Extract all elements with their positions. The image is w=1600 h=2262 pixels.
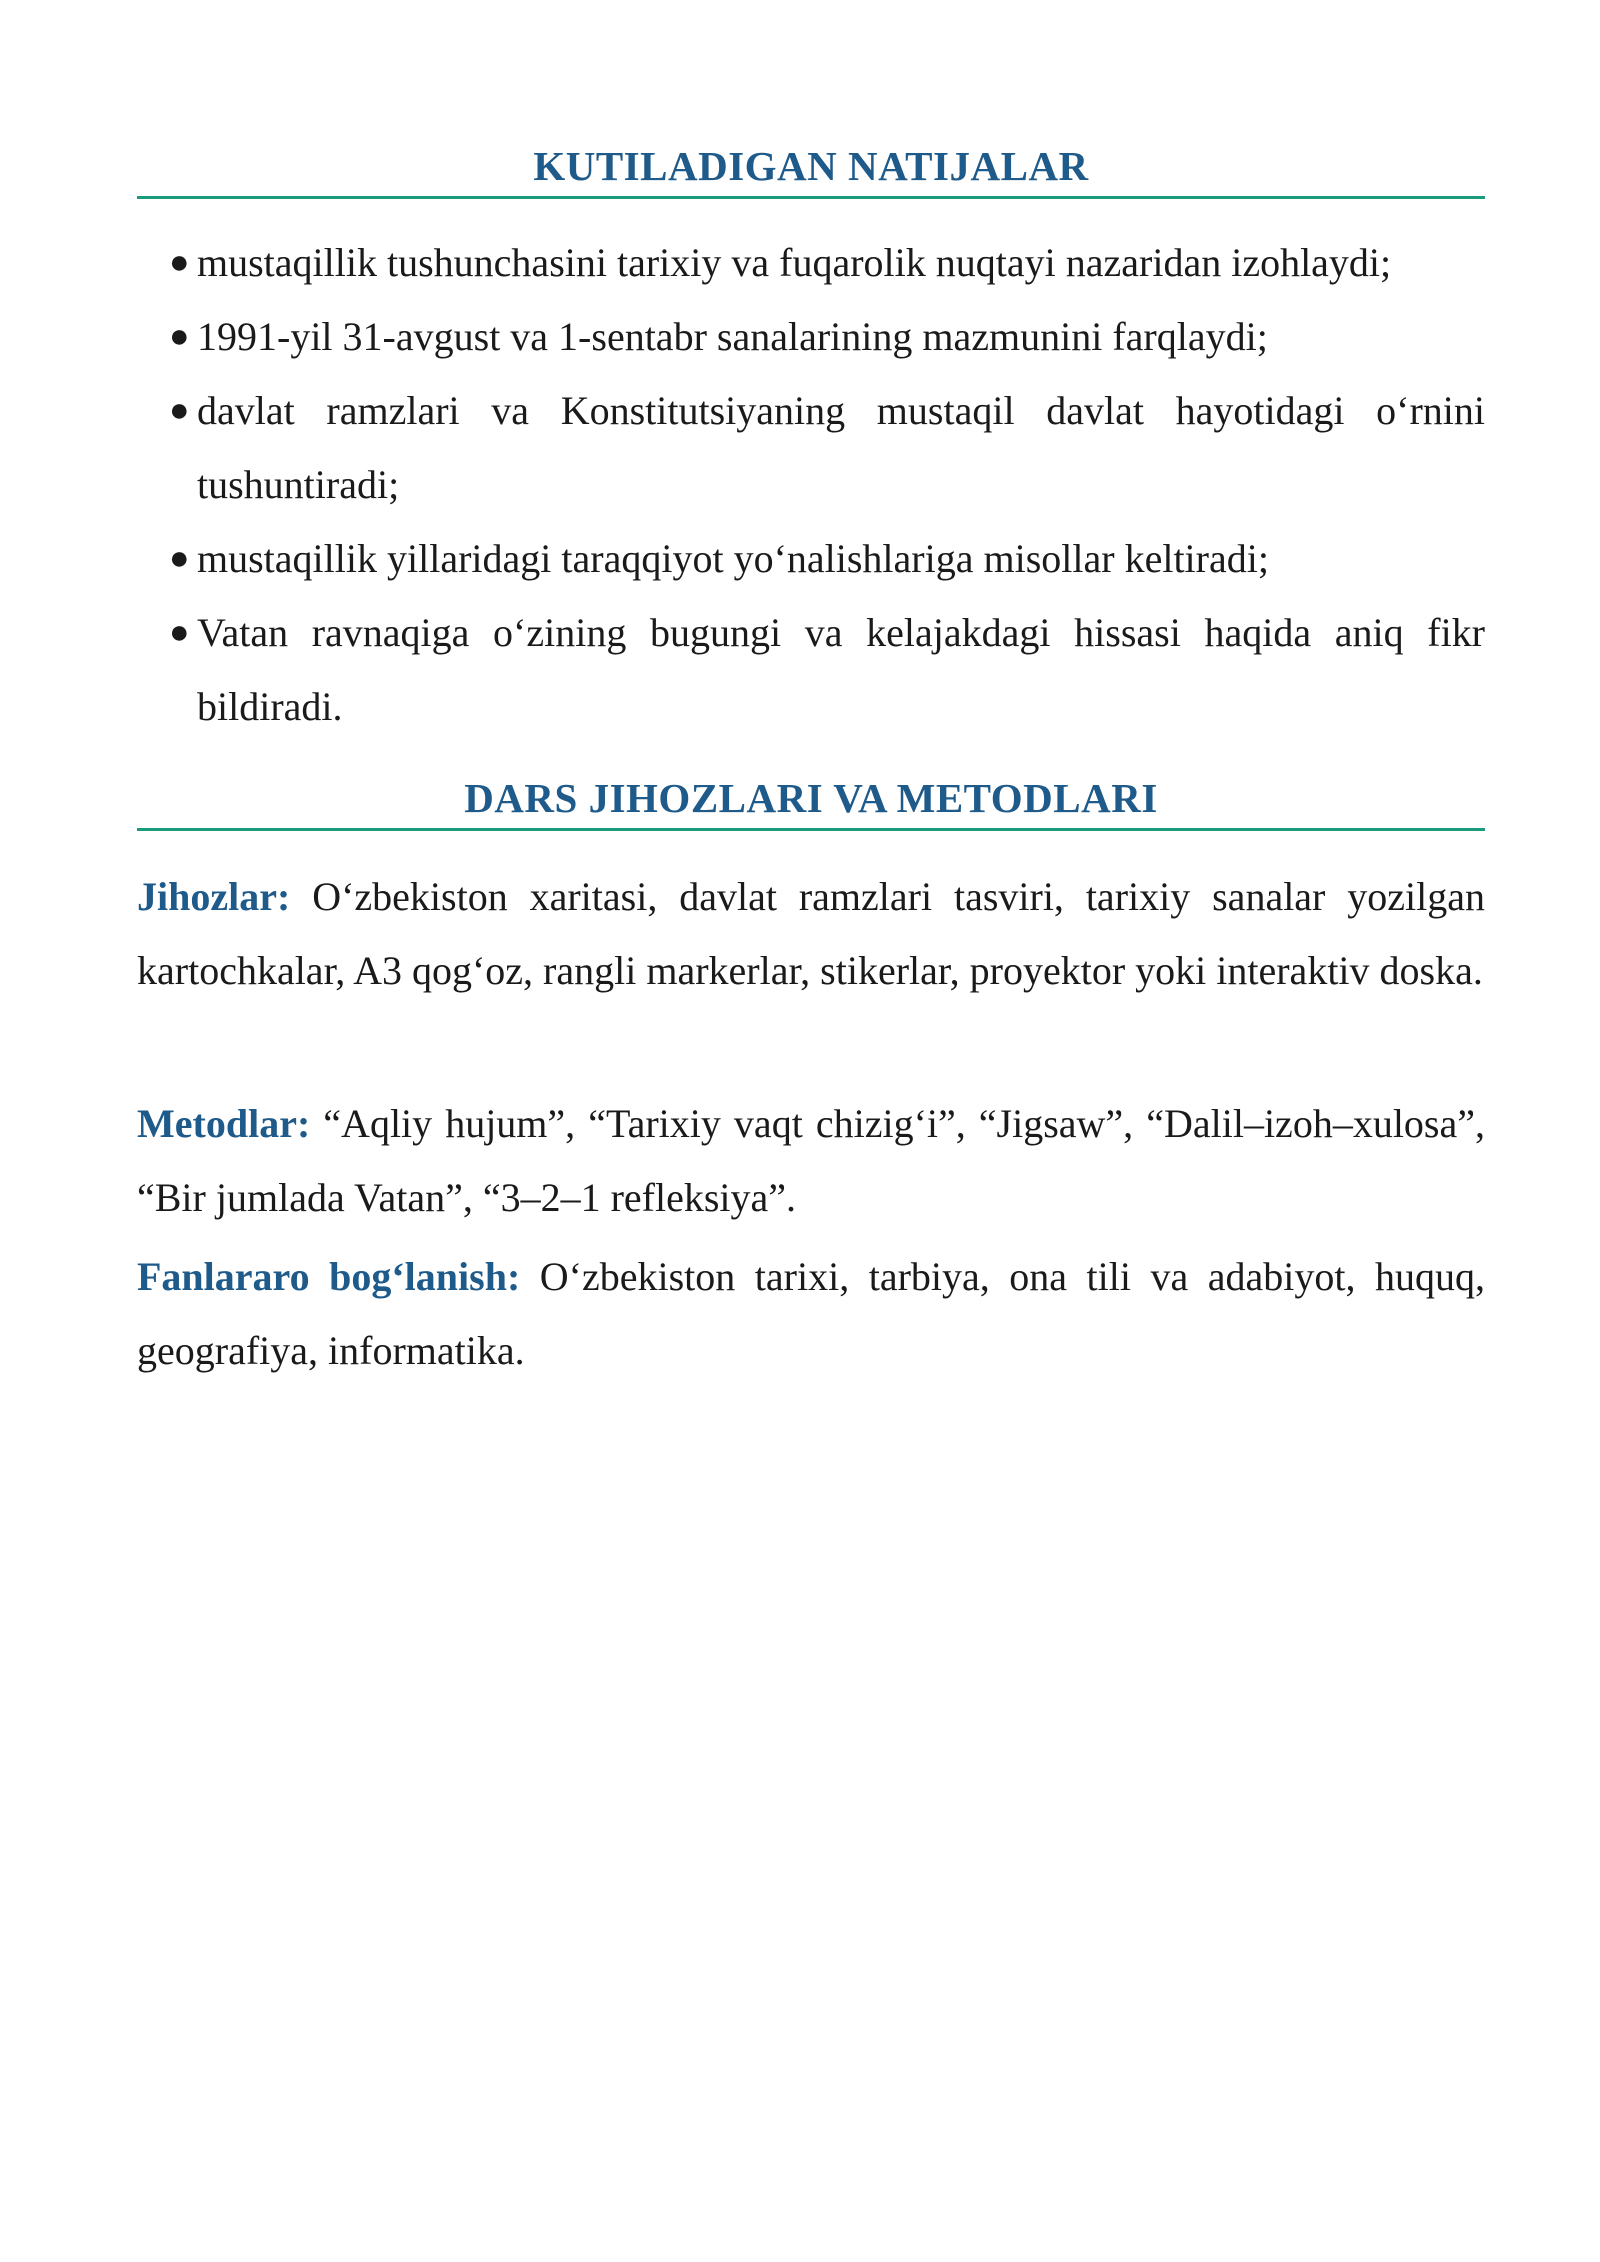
bullet-icon: ● xyxy=(169,614,190,651)
bullet-icon: ● xyxy=(169,392,190,429)
list-item xyxy=(137,596,1485,744)
bullet-icon: ● xyxy=(169,318,190,355)
bullet-icon: ● xyxy=(169,540,190,577)
heading-divider-outcomes xyxy=(137,196,1485,199)
methods-label: Metodlar: xyxy=(137,1101,311,1146)
interdisciplinary-text: O‘zbekiston tarixi, tarbiya, ona tili va adabiyot, huquq, geografiya, informatika. xyxy=(137,1254,1486,1373)
heading-divider-methods xyxy=(137,828,1485,831)
list-item xyxy=(137,226,1485,300)
interdisciplinary-paragraph xyxy=(137,1240,1485,1388)
list-item-text: 1991-yil 31-avgust va 1-sentabr sanalarining mazmunini farqlaydi; xyxy=(197,314,1268,359)
bullet-icon: ● xyxy=(169,244,190,281)
list-item-text: davlat ramzlari va Konstitutsiyaning mustaqil davlat hayotidagi o‘rnini tushuntiradi; xyxy=(197,388,1485,507)
list-item xyxy=(137,522,1485,596)
section-heading-methods: DARS JIHOZLARI VA METODLARI xyxy=(464,775,1158,821)
list-item-text: mustaqillik tushunchasini tarixiy va fuqarolik nuqtayi nazaridan izohlaydi; xyxy=(197,240,1392,285)
methods-paragraph xyxy=(137,1087,1485,1235)
list-item xyxy=(137,374,1485,522)
methods-text: “Aqliy hujum”, “Tarixiy vaqt chizig‘i”, “Jigsaw”, “Dalil–izoh–xulosa”, “Bir jumlada Vatan”, “3–2–1 refleksiya”. xyxy=(137,1101,1485,1220)
list-item-text: mustaqillik yillaridagi taraqqiyot yo‘nalishlariga misollar keltiradi; xyxy=(197,536,1269,581)
equipment-text: O‘zbekiston xaritasi, davlat ramzlari tasviri, tarixiy sanalar yozilgan kartochkalar, A3 qog‘oz, rangli markerlar, stikerlar, proyektor yoki interaktiv doska. xyxy=(137,874,1485,993)
equipment-paragraph xyxy=(137,860,1485,1008)
list-item xyxy=(137,300,1485,374)
outcomes-list xyxy=(137,226,1485,744)
section-heading-outcomes: KUTILADIGAN NATIJALAR xyxy=(533,143,1089,189)
equipment-label: Jihozlar: xyxy=(137,874,291,919)
list-item-text: Vatan ravnaqiga o‘zining bugungi va kelajakdagi hissasi haqida aniq fikr bildiradi. xyxy=(197,610,1485,729)
interdisciplinary-label: Fanlararo bog‘lanish: xyxy=(137,1254,521,1299)
